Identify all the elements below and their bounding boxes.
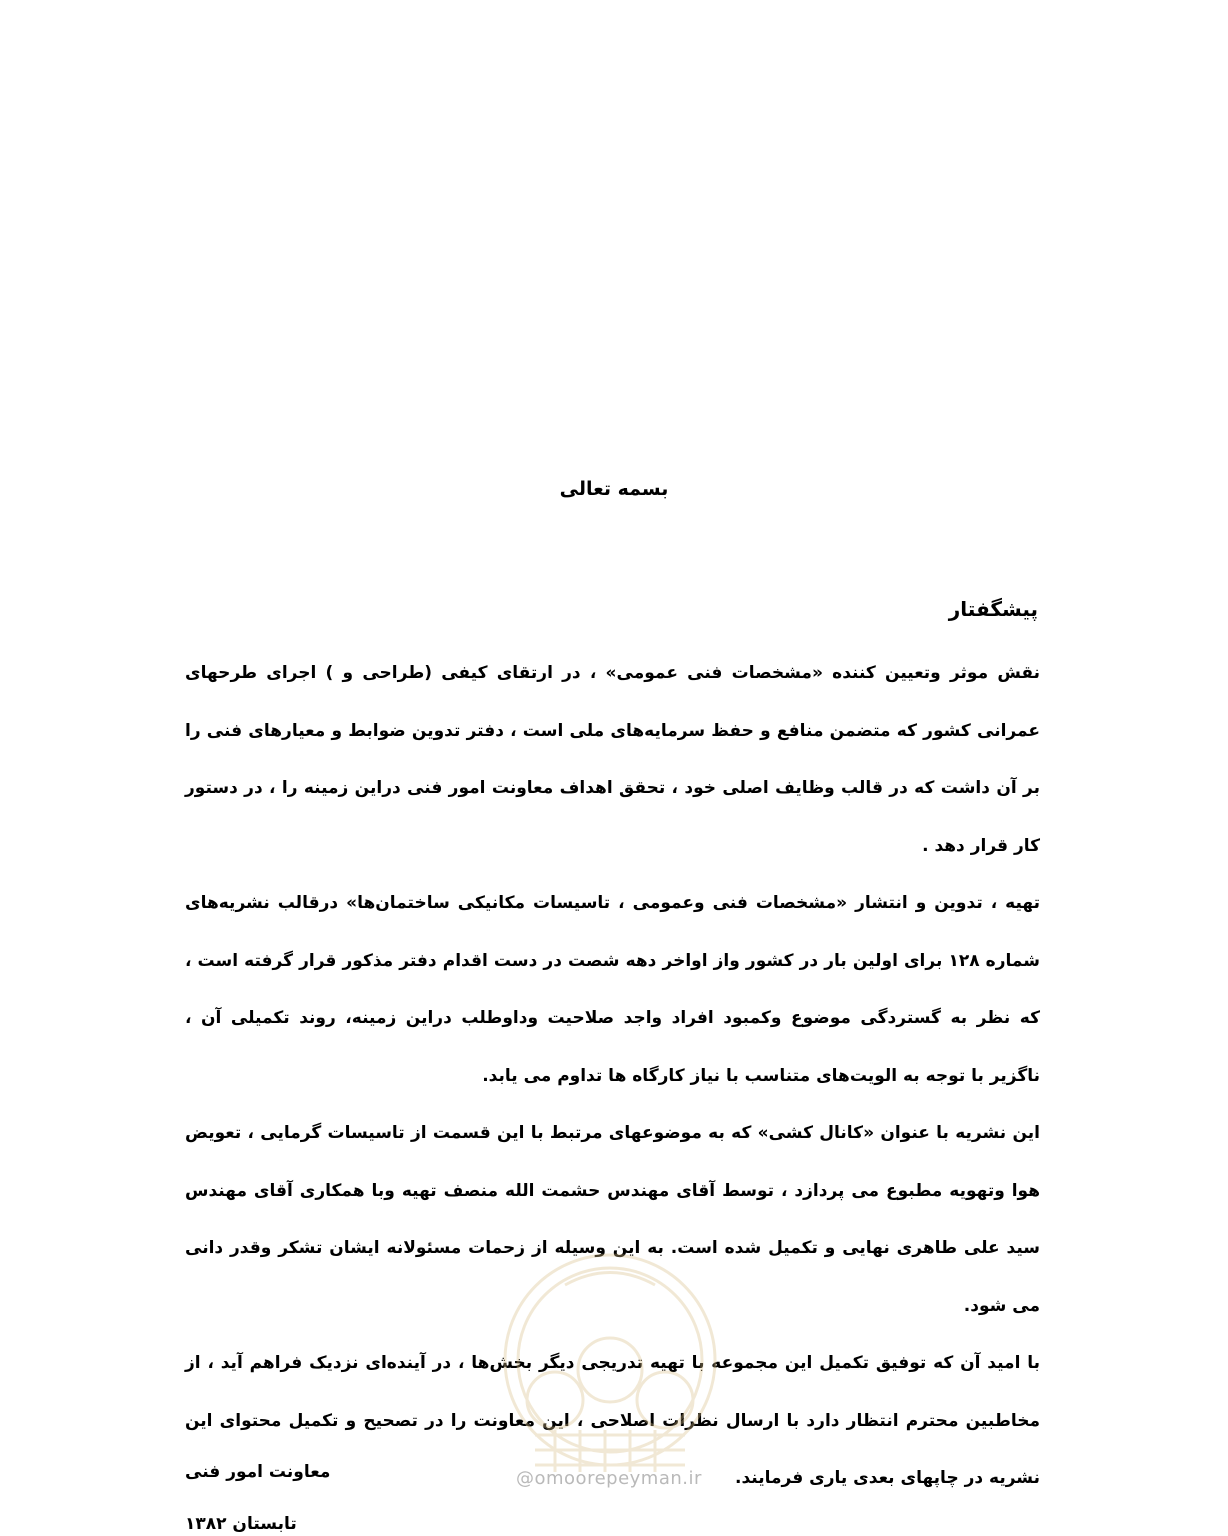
preface-paragraph-1: نقش موثر وتعیین کننده «مشخصات فنی عمومی» ، در ارتقای کیفی (طراحی و ) اجرای طرحهای عمرانی کشور که متضمن منافع و حفظ سرمایه‌های ملی است ، دفتر تدوین ضوابط و معیارهای فنی را بر آن داشت که در قالب وظایف اصلی خود ، تحقق اهداف معاونت امور فنی دراین زمینه را ، در دستور کار قرار دهد .	[185, 663, 1040, 856]
preface-paragraph-4: با امید آن که توفیق تکمیل این مجموعه با تهیه تدریجی دیگر بخش‌ها ، در آینده‌ای نزدیک فراهم آید ، از مخاطبین محترم انتظار دارد با ارسال نظرات اصلاحی ، این معاونت را در تصحیح و تکمیل محتوای این نشریه در چاپهای بعدی یاری فرمایند.	[185, 1353, 1040, 1488]
watermark-logo-icon	[495, 1250, 725, 1490]
watermark-text: @omoorepeyman.ir	[516, 1468, 702, 1489]
preface-title: پیشگفتار	[948, 597, 1038, 621]
invocation-heading: بسمه تعالی	[559, 478, 669, 500]
signature-date: تابستان ۱۳۸۲	[185, 1514, 297, 1534]
preface-paragraph-3: این نشریه با عنوان «کانال کشی» که به موضوعهای مرتبط با این قسمت از تاسیسات گرمایی ، تعویض هوا وتهویه مطبوع می پردازد ، توسط آقای مهندس حشمت الله منصف تهیه وبا همکاری آقای مهندس سید علی طاهری نهایی و تکمیل شده است. به این وسیله از زحمات مسئولانه ایشان تشکر وقدر دانی می شود.	[185, 1123, 1040, 1316]
preface-paragraph-2: تهیه ، تدوین و انتشار «مشخصات فنی وعمومی ، تاسیسات مکانیکی ساختمان‌ها» درقالب نشریه‌های شماره ۱۲۸ برای اولین بار در کشور واز اواخر دهه شصت در دست اقدام دفتر مذکور قرار گرفته است ، که نظر به گستردگی موضوع وکمبود افراد واجد صلاحیت وداوطلب دراین زمینه، روند تکمیلی آن ، ناگزیر با توجه به الویت‌های متناسب با نیاز کارگاه ها تداوم می یابد.	[185, 893, 1040, 1086]
signature-office: معاونت امور فنی	[185, 1462, 331, 1482]
